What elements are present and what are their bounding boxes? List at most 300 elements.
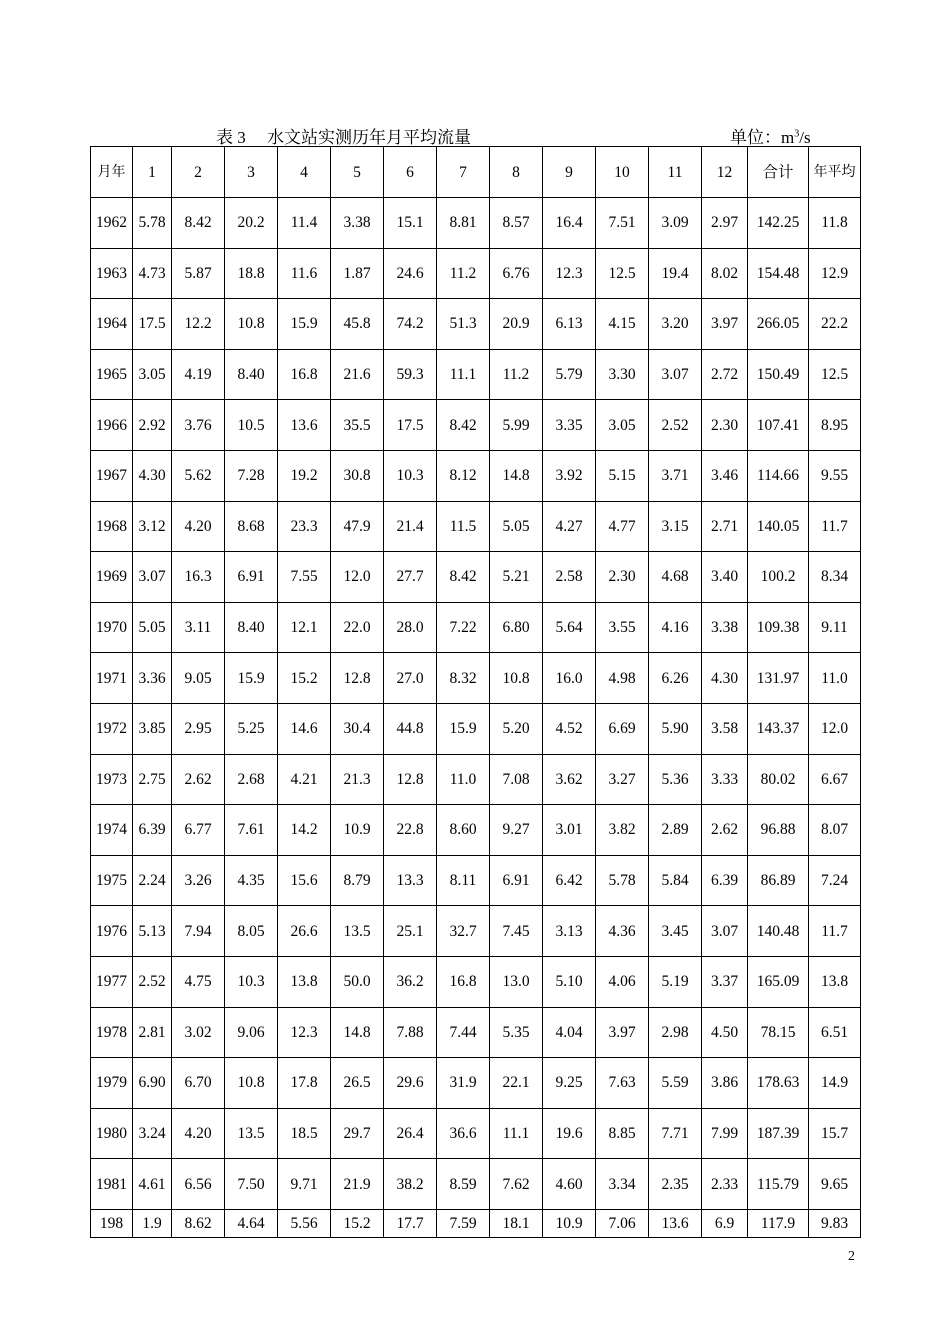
value-cell: 142.25 <box>748 198 809 249</box>
value-cell: 6.13 <box>543 299 596 350</box>
value-cell: 7.06 <box>596 1209 649 1237</box>
value-cell: 5.62 <box>172 450 225 501</box>
value-cell: 12.3 <box>543 248 596 299</box>
value-cell: 140.05 <box>748 501 809 552</box>
header-cell: 月年 <box>91 147 133 198</box>
table-row <box>91 1108 861 1159</box>
value-cell: 18.1 <box>490 1209 543 1237</box>
value-cell: 6.91 <box>225 552 278 603</box>
value-cell: 1.9 <box>133 1209 172 1237</box>
value-cell: 2.75 <box>133 754 172 805</box>
value-cell: 8.40 <box>225 349 278 400</box>
value-cell: 4.20 <box>172 501 225 552</box>
value-cell: 3.85 <box>133 703 172 754</box>
value-cell: 2.52 <box>133 956 172 1007</box>
value-cell: 8.95 <box>809 400 861 451</box>
value-cell: 3.09 <box>649 198 702 249</box>
table-row <box>91 1007 861 1058</box>
value-cell: 2.92 <box>133 400 172 451</box>
table-row <box>91 653 861 704</box>
value-cell: 4.77 <box>596 501 649 552</box>
value-cell: 3.76 <box>172 400 225 451</box>
table-caption <box>90 120 860 146</box>
value-cell: 11.4 <box>278 198 331 249</box>
flow-table <box>90 146 861 1238</box>
value-cell: 35.5 <box>331 400 384 451</box>
table-row <box>91 1159 861 1210</box>
value-cell: 8.85 <box>596 1108 649 1159</box>
table-row <box>91 552 861 603</box>
table-row <box>91 450 861 501</box>
value-cell: 3.13 <box>543 906 596 957</box>
value-cell: 13.6 <box>278 400 331 451</box>
value-cell: 15.9 <box>278 299 331 350</box>
value-cell: 14.8 <box>331 1007 384 1058</box>
value-cell: 16.0 <box>543 653 596 704</box>
value-cell: 8.60 <box>437 805 490 856</box>
value-cell: 4.16 <box>649 602 702 653</box>
value-cell: 26.6 <box>278 906 331 957</box>
value-cell: 11.2 <box>437 248 490 299</box>
value-cell: 8.68 <box>225 501 278 552</box>
value-cell: 21.9 <box>331 1159 384 1210</box>
value-cell: 3.37 <box>702 956 748 1007</box>
value-cell: 100.2 <box>748 552 809 603</box>
value-cell: 3.34 <box>596 1159 649 1210</box>
value-cell: 7.61 <box>225 805 278 856</box>
table-row <box>91 602 861 653</box>
value-cell: 10.9 <box>331 805 384 856</box>
value-cell: 7.88 <box>384 1007 437 1058</box>
value-cell: 8.02 <box>702 248 748 299</box>
value-cell: 12.0 <box>809 703 861 754</box>
table-row <box>91 248 861 299</box>
value-cell: 7.28 <box>225 450 278 501</box>
value-cell: 11.0 <box>809 653 861 704</box>
value-cell: 4.19 <box>172 349 225 400</box>
value-cell: 15.2 <box>331 1209 384 1237</box>
value-cell: 4.50 <box>702 1007 748 1058</box>
value-cell: 17.5 <box>384 400 437 451</box>
value-cell: 3.62 <box>543 754 596 805</box>
value-cell: 12.1 <box>278 602 331 653</box>
value-cell: 10.9 <box>543 1209 596 1237</box>
value-cell: 24.6 <box>384 248 437 299</box>
value-cell: 22.8 <box>384 805 437 856</box>
value-cell: 7.99 <box>702 1108 748 1159</box>
value-cell: 17.5 <box>133 299 172 350</box>
value-cell: 3.38 <box>331 198 384 249</box>
value-cell: 8.42 <box>172 198 225 249</box>
value-cell: 5.19 <box>649 956 702 1007</box>
value-cell: 10.8 <box>225 299 278 350</box>
table-row <box>91 906 861 957</box>
value-cell: 3.02 <box>172 1007 225 1058</box>
value-cell: 17.7 <box>384 1209 437 1237</box>
value-cell: 9.71 <box>278 1159 331 1210</box>
value-cell: 19.2 <box>278 450 331 501</box>
value-cell: 3.46 <box>702 450 748 501</box>
value-cell: 8.81 <box>437 198 490 249</box>
value-cell: 14.8 <box>490 450 543 501</box>
value-cell: 6.39 <box>702 855 748 906</box>
year-cell: 1972 <box>91 703 133 754</box>
value-cell: 114.66 <box>748 450 809 501</box>
value-cell: 47.9 <box>331 501 384 552</box>
header-cell: 9 <box>543 147 596 198</box>
header-cell: 1 <box>133 147 172 198</box>
value-cell: 13.8 <box>809 956 861 1007</box>
value-cell: 7.08 <box>490 754 543 805</box>
value-cell: 5.35 <box>490 1007 543 1058</box>
value-cell: 4.27 <box>543 501 596 552</box>
value-cell: 6.39 <box>133 805 172 856</box>
value-cell: 2.95 <box>172 703 225 754</box>
value-cell: 2.30 <box>596 552 649 603</box>
value-cell: 5.56 <box>278 1209 331 1237</box>
value-cell: 10.8 <box>490 653 543 704</box>
value-cell: 4.98 <box>596 653 649 704</box>
value-cell: 6.26 <box>649 653 702 704</box>
value-cell: 8.11 <box>437 855 490 906</box>
value-cell: 27.7 <box>384 552 437 603</box>
value-cell: 115.79 <box>748 1159 809 1210</box>
value-cell: 8.07 <box>809 805 861 856</box>
value-cell: 9.27 <box>490 805 543 856</box>
value-cell: 50.0 <box>331 956 384 1007</box>
value-cell: 2.98 <box>649 1007 702 1058</box>
value-cell: 2.62 <box>172 754 225 805</box>
value-cell: 3.30 <box>596 349 649 400</box>
value-cell: 5.20 <box>490 703 543 754</box>
year-cell: 1965 <box>91 349 133 400</box>
value-cell: 3.07 <box>649 349 702 400</box>
value-cell: 11.8 <box>809 198 861 249</box>
year-cell: 1977 <box>91 956 133 1007</box>
value-cell: 6.51 <box>809 1007 861 1058</box>
value-cell: 3.55 <box>596 602 649 653</box>
value-cell: 7.45 <box>490 906 543 957</box>
table-row <box>91 299 861 350</box>
value-cell: 2.62 <box>702 805 748 856</box>
year-cell: 1970 <box>91 602 133 653</box>
value-cell: 7.71 <box>649 1108 702 1159</box>
value-cell: 12.3 <box>278 1007 331 1058</box>
value-cell: 12.0 <box>331 552 384 603</box>
value-cell: 2.58 <box>543 552 596 603</box>
value-cell: 3.07 <box>133 552 172 603</box>
value-cell: 21.4 <box>384 501 437 552</box>
value-cell: 16.3 <box>172 552 225 603</box>
value-cell: 21.6 <box>331 349 384 400</box>
page-number: 2 <box>848 1249 855 1264</box>
year-cell: 1975 <box>91 855 133 906</box>
value-cell: 15.6 <box>278 855 331 906</box>
value-cell: 4.75 <box>172 956 225 1007</box>
value-cell: 12.9 <box>809 248 861 299</box>
value-cell: 3.35 <box>543 400 596 451</box>
value-cell: 36.2 <box>384 956 437 1007</box>
value-cell: 15.9 <box>225 653 278 704</box>
value-cell: 9.55 <box>809 450 861 501</box>
value-cell: 15.1 <box>384 198 437 249</box>
value-cell: 3.97 <box>596 1007 649 1058</box>
value-cell: 5.13 <box>133 906 172 957</box>
year-cell: 1968 <box>91 501 133 552</box>
table-row <box>91 754 861 805</box>
value-cell: 29.7 <box>331 1108 384 1159</box>
value-cell: 3.45 <box>649 906 702 957</box>
value-cell: 5.15 <box>596 450 649 501</box>
value-cell: 10.3 <box>225 956 278 1007</box>
value-cell: 7.63 <box>596 1058 649 1109</box>
value-cell: 80.02 <box>748 754 809 805</box>
value-cell: 7.94 <box>172 906 225 957</box>
value-cell: 6.76 <box>490 248 543 299</box>
value-cell: 2.81 <box>133 1007 172 1058</box>
value-cell: 3.05 <box>133 349 172 400</box>
value-cell: 8.40 <box>225 602 278 653</box>
year-cell: 1980 <box>91 1108 133 1159</box>
year-cell: 1978 <box>91 1007 133 1058</box>
value-cell: 131.97 <box>748 653 809 704</box>
value-cell: 21.3 <box>331 754 384 805</box>
value-cell: 23.3 <box>278 501 331 552</box>
value-cell: 11.2 <box>490 349 543 400</box>
table-row <box>91 400 861 451</box>
value-cell: 11.0 <box>437 754 490 805</box>
header-cell: 10 <box>596 147 649 198</box>
value-cell: 11.7 <box>809 501 861 552</box>
value-cell: 4.30 <box>133 450 172 501</box>
value-cell: 3.24 <box>133 1108 172 1159</box>
value-cell: 28.0 <box>384 602 437 653</box>
table-row <box>91 349 861 400</box>
value-cell: 18.5 <box>278 1108 331 1159</box>
value-cell: 4.20 <box>172 1108 225 1159</box>
value-cell: 3.11 <box>172 602 225 653</box>
header-cell: 11 <box>649 147 702 198</box>
value-cell: 13.0 <box>490 956 543 1007</box>
header-cell: 6 <box>384 147 437 198</box>
value-cell: 13.3 <box>384 855 437 906</box>
year-cell: 1973 <box>91 754 133 805</box>
value-cell: 11.6 <box>278 248 331 299</box>
year-cell: 1979 <box>91 1058 133 1109</box>
value-cell: 5.90 <box>649 703 702 754</box>
value-cell: 2.89 <box>649 805 702 856</box>
value-cell: 11.7 <box>809 906 861 957</box>
value-cell: 5.99 <box>490 400 543 451</box>
value-cell: 8.32 <box>437 653 490 704</box>
value-cell: 107.41 <box>748 400 809 451</box>
value-cell: 4.15 <box>596 299 649 350</box>
value-cell: 7.59 <box>437 1209 490 1237</box>
value-cell: 13.5 <box>225 1108 278 1159</box>
value-cell: 31.9 <box>437 1058 490 1109</box>
value-cell: 6.69 <box>596 703 649 754</box>
table-row <box>91 703 861 754</box>
value-cell: 8.62 <box>172 1209 225 1237</box>
year-cell: 1981 <box>91 1159 133 1210</box>
value-cell: 26.4 <box>384 1108 437 1159</box>
value-cell: 12.8 <box>384 754 437 805</box>
header-cell: 合计 <box>748 147 809 198</box>
header-cell: 4 <box>278 147 331 198</box>
year-cell: 1967 <box>91 450 133 501</box>
value-cell: 11.1 <box>437 349 490 400</box>
header-cell: 8 <box>490 147 543 198</box>
value-cell: 10.3 <box>384 450 437 501</box>
value-cell: 4.35 <box>225 855 278 906</box>
value-cell: 2.52 <box>649 400 702 451</box>
value-cell: 5.10 <box>543 956 596 1007</box>
value-cell: 13.6 <box>649 1209 702 1237</box>
value-cell: 22.2 <box>809 299 861 350</box>
value-cell: 9.06 <box>225 1007 278 1058</box>
value-cell: 10.5 <box>225 400 278 451</box>
value-cell: 78.15 <box>748 1007 809 1058</box>
value-cell: 9.65 <box>809 1159 861 1210</box>
value-cell: 3.33 <box>702 754 748 805</box>
value-cell: 45.8 <box>331 299 384 350</box>
value-cell: 51.3 <box>437 299 490 350</box>
value-cell: 9.25 <box>543 1058 596 1109</box>
value-cell: 5.64 <box>543 602 596 653</box>
value-cell: 2.35 <box>649 1159 702 1210</box>
value-cell: 2.68 <box>225 754 278 805</box>
value-cell: 12.8 <box>331 653 384 704</box>
value-cell: 32.7 <box>437 906 490 957</box>
value-cell: 8.05 <box>225 906 278 957</box>
value-cell: 6.91 <box>490 855 543 906</box>
value-cell: 6.67 <box>809 754 861 805</box>
value-cell: 20.2 <box>225 198 278 249</box>
value-cell: 14.6 <box>278 703 331 754</box>
value-cell: 4.52 <box>543 703 596 754</box>
value-cell: 6.90 <box>133 1058 172 1109</box>
value-cell: 14.2 <box>278 805 331 856</box>
header-cell: 3 <box>225 147 278 198</box>
value-cell: 8.12 <box>437 450 490 501</box>
value-cell: 6.77 <box>172 805 225 856</box>
value-cell: 16.4 <box>543 198 596 249</box>
value-cell: 5.78 <box>596 855 649 906</box>
value-cell: 3.82 <box>596 805 649 856</box>
value-cell: 4.21 <box>278 754 331 805</box>
value-cell: 22.0 <box>331 602 384 653</box>
year-cell: 1976 <box>91 906 133 957</box>
header-cell: 7 <box>437 147 490 198</box>
value-cell: 15.9 <box>437 703 490 754</box>
value-cell: 2.72 <box>702 349 748 400</box>
value-cell: 8.42 <box>437 400 490 451</box>
value-cell: 4.36 <box>596 906 649 957</box>
value-cell: 3.26 <box>172 855 225 906</box>
value-cell: 3.58 <box>702 703 748 754</box>
value-cell: 10.8 <box>225 1058 278 1109</box>
unit-label: 单位：$m^3/s$ <box>730 128 811 147</box>
value-cell: 74.2 <box>384 299 437 350</box>
year-cell: 1962 <box>91 198 133 249</box>
value-cell: 13.5 <box>331 906 384 957</box>
value-cell: 36.6 <box>437 1108 490 1159</box>
value-cell: 8.57 <box>490 198 543 249</box>
value-cell: 7.24 <box>809 855 861 906</box>
table-row <box>91 198 861 249</box>
value-cell: 4.68 <box>649 552 702 603</box>
table-row <box>91 956 861 1007</box>
value-cell: 266.05 <box>748 299 809 350</box>
value-cell: 2.24 <box>133 855 172 906</box>
year-cell: 1974 <box>91 805 133 856</box>
value-cell: 4.06 <box>596 956 649 1007</box>
value-cell: 5.21 <box>490 552 543 603</box>
value-cell: 154.48 <box>748 248 809 299</box>
value-cell: 3.97 <box>702 299 748 350</box>
value-cell: 3.05 <box>596 400 649 451</box>
value-cell: 8.79 <box>331 855 384 906</box>
value-cell: 96.88 <box>748 805 809 856</box>
value-cell: 3.15 <box>649 501 702 552</box>
value-cell: 143.37 <box>748 703 809 754</box>
value-cell: 3.36 <box>133 653 172 704</box>
header-cell: 12 <box>702 147 748 198</box>
value-cell: 3.12 <box>133 501 172 552</box>
value-cell: 4.64 <box>225 1209 278 1237</box>
year-cell: 1964 <box>91 299 133 350</box>
value-cell: 59.3 <box>384 349 437 400</box>
value-cell: 17.8 <box>278 1058 331 1109</box>
value-cell: 2.97 <box>702 198 748 249</box>
value-cell: 4.04 <box>543 1007 596 1058</box>
value-cell: 20.9 <box>490 299 543 350</box>
value-cell: 150.49 <box>748 349 809 400</box>
value-cell: 19.6 <box>543 1108 596 1159</box>
value-cell: 11.1 <box>490 1108 543 1159</box>
value-cell: 178.63 <box>748 1058 809 1109</box>
value-cell: 7.62 <box>490 1159 543 1210</box>
value-cell: 29.6 <box>384 1058 437 1109</box>
value-cell: 2.71 <box>702 501 748 552</box>
year-cell: 1966 <box>91 400 133 451</box>
value-cell: 30.4 <box>331 703 384 754</box>
year-cell: 1969 <box>91 552 133 603</box>
value-cell: 4.30 <box>702 653 748 704</box>
value-cell: 3.38 <box>702 602 748 653</box>
value-cell: 5.87 <box>172 248 225 299</box>
value-cell: 5.78 <box>133 198 172 249</box>
value-cell: 38.2 <box>384 1159 437 1210</box>
value-cell: 5.36 <box>649 754 702 805</box>
value-cell: 11.5 <box>437 501 490 552</box>
value-cell: 13.8 <box>278 956 331 1007</box>
value-cell: 15.2 <box>278 653 331 704</box>
value-cell: 26.5 <box>331 1058 384 1109</box>
value-cell: 5.05 <box>490 501 543 552</box>
value-cell: 4.60 <box>543 1159 596 1210</box>
value-cell: 16.8 <box>278 349 331 400</box>
table-row <box>91 805 861 856</box>
value-cell: 3.92 <box>543 450 596 501</box>
value-cell: 109.38 <box>748 602 809 653</box>
value-cell: 9.05 <box>172 653 225 704</box>
value-cell: 7.22 <box>437 602 490 653</box>
value-cell: 5.59 <box>649 1058 702 1109</box>
table-row <box>91 855 861 906</box>
value-cell: 12.5 <box>809 349 861 400</box>
value-cell: 6.42 <box>543 855 596 906</box>
